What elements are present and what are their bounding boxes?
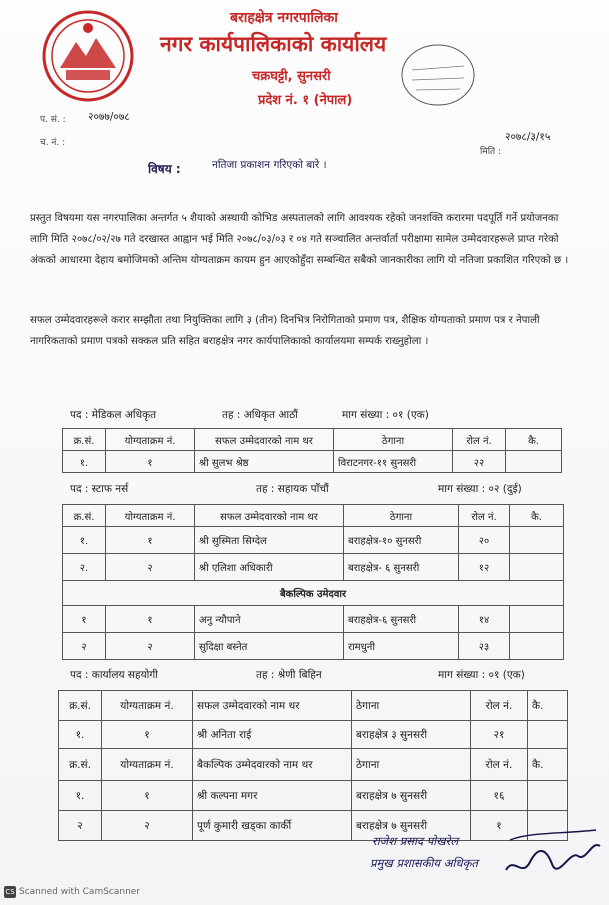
cell-sn: २. xyxy=(63,554,106,581)
date-label: मिति : xyxy=(480,147,502,157)
scanner-watermark xyxy=(4,886,140,898)
cell-address: बराहक्षेत्र ३ सुनसरी xyxy=(352,721,471,749)
col-remarks: कै. xyxy=(528,691,568,721)
cell-sn: १. xyxy=(63,527,106,554)
alternate-candidates-heading: बैकल्पिक उमेदवार xyxy=(63,581,564,606)
alternate-candidates-heading-row xyxy=(63,581,564,606)
post-label: पद : स्टाफ नर्स xyxy=(70,483,129,495)
cell-address: बराहक्षेत्र ७ सुनसरी xyxy=(352,811,471,841)
cell-merit: २ xyxy=(106,554,195,581)
cell-roll: १४ xyxy=(459,606,510,633)
demand-count: माग संख्या : ०२ (दुई) xyxy=(438,483,522,495)
cell-sn: १ xyxy=(63,606,106,633)
subject-text: नतिजा प्रकाशन गरिएको बारे । xyxy=(212,159,327,171)
cell-roll: २३ xyxy=(459,633,510,660)
col-name: सफल उम्मेदवारको नाम थर xyxy=(195,429,334,451)
office-stamp-icon xyxy=(398,40,478,110)
table-header-row xyxy=(63,429,562,451)
signatory-name: राजेश प्रसाद पोखरेल xyxy=(372,834,459,848)
cell-roll: १२ xyxy=(459,554,510,581)
cell-name: अनु न्यौपाने xyxy=(195,606,344,633)
cell-address: बराहक्षेत्र-६ सुनसरी xyxy=(344,606,459,633)
col-address: ठेगाना xyxy=(352,749,471,781)
table-row xyxy=(63,606,564,633)
col-merit: योग्यताक्रम नं. xyxy=(102,691,193,721)
post-label: पद : कार्यालय सहयोगी xyxy=(70,669,159,681)
cell-roll: २२ xyxy=(453,451,506,473)
col-name: सफल उम्मेदवारको नाम थर xyxy=(195,505,344,527)
col-merit: योग्यताक्रम नं. xyxy=(106,505,195,527)
col-sn: क्र.सं. xyxy=(59,749,102,781)
col-roll: रोल नं. xyxy=(453,429,506,451)
cell-name: श्री अनिता राई xyxy=(193,721,352,749)
cell-roll: २० xyxy=(459,527,510,554)
level-label: तह : सहायक पाँचौं xyxy=(256,483,329,495)
header-office-name: नगर कार्यपालिकाको कार्यालय xyxy=(160,32,387,56)
cell-name: पूर्ण कुमारी खड्का कार्की xyxy=(193,811,352,841)
cell-roll: १६ xyxy=(471,781,528,811)
cell-remarks xyxy=(510,554,564,581)
letter-date: २०७८/३/१५ xyxy=(505,131,551,143)
cell-name: सुदिक्षा बस्नेत xyxy=(195,633,344,660)
cell-address: बराहक्षेत्र- ६ सुनसरी xyxy=(344,554,459,581)
table-row xyxy=(59,721,568,749)
cell-remarks xyxy=(528,781,568,811)
cell-address: विराटनगर-११ सुनसरी xyxy=(334,451,453,473)
cell-merit: १ xyxy=(106,451,195,473)
handwritten-signature-icon xyxy=(500,826,605,884)
col-remarks: कै. xyxy=(506,429,562,451)
table-row xyxy=(63,527,564,554)
table-row xyxy=(63,633,564,660)
subject-label: विषय : xyxy=(148,162,181,176)
level-label: तह : श्रेणी बिहिन xyxy=(256,669,322,681)
table-row xyxy=(59,781,568,811)
header-address: चक्रघट्टी, सुनसरी xyxy=(252,69,331,84)
patra-number: २०७७/०७८ xyxy=(88,111,130,123)
table-row xyxy=(63,451,562,473)
cell-remarks xyxy=(528,721,568,749)
patra-label: प. सं. : xyxy=(40,115,66,125)
cell-name: श्री सुलभ श्रेष्ठ xyxy=(195,451,334,473)
col-name: बैकल्पिक उम्मेदवारको नाम थर xyxy=(193,749,352,781)
level-label: तह : अधिकृत आठौं xyxy=(222,409,298,421)
cell-merit: १ xyxy=(102,721,193,749)
col-address: ठेगाना xyxy=(352,691,471,721)
cell-sn: २ xyxy=(63,633,106,660)
cell-sn: १. xyxy=(63,451,106,473)
cell-sn: २ xyxy=(59,811,102,841)
cell-sn: १. xyxy=(59,781,102,811)
col-merit: योग्यताक्रम नं. xyxy=(106,429,195,451)
demand-count: माग संख्या : ०१ (एक) xyxy=(438,669,525,681)
col-sn: क्र.सं. xyxy=(59,691,102,721)
cell-merit: १ xyxy=(106,527,195,554)
cell-remarks xyxy=(510,527,564,554)
cell-merit: १ xyxy=(102,781,193,811)
col-remarks: कै. xyxy=(528,749,568,781)
header-municipality-name: बराहक्षेत्र नगरपालिका xyxy=(230,10,338,26)
cell-remarks xyxy=(506,451,562,473)
cell-name: श्री सुस्मिता सिग्देल xyxy=(195,527,344,554)
cell-address: बराहक्षेत्र ७ सुनसरी xyxy=(352,781,471,811)
col-sn: क्र.सं. xyxy=(63,429,106,451)
cell-merit: १ xyxy=(106,606,195,633)
col-roll: रोल नं. xyxy=(459,505,510,527)
table-row xyxy=(59,811,568,841)
cell-roll: २१ xyxy=(471,721,528,749)
municipality-logo-icon xyxy=(40,8,136,104)
cell-address: बराहक्षेत्र-१० सुनसरी xyxy=(344,527,459,554)
results-table-office-assistant xyxy=(58,690,568,841)
results-table-staff-nurse xyxy=(62,504,564,660)
scanner-text: Scanned with CamScanner xyxy=(19,887,141,897)
col-roll: रोल नं. xyxy=(471,749,528,781)
col-sn: क्र.सं. xyxy=(63,505,106,527)
cell-name: श्री कल्पना मगर xyxy=(193,781,352,811)
cell-roll: १ xyxy=(471,811,528,841)
chalani-label: च. नं. : xyxy=(40,138,66,148)
cell-name: श्री एलिशा अधिकारी xyxy=(195,554,344,581)
col-merit: योग्यताक्रम नं. xyxy=(102,749,193,781)
table-row xyxy=(63,554,564,581)
cell-remarks xyxy=(510,633,564,660)
col-address: ठेगाना xyxy=(334,429,453,451)
cell-remarks xyxy=(510,606,564,633)
results-table-medical-officer xyxy=(62,428,562,473)
col-name: सफल उम्मेदवारको नाम थर xyxy=(193,691,352,721)
col-remarks: कै. xyxy=(510,505,564,527)
signatory-title: प्रमुख प्रशासकीय अधिकृत xyxy=(370,856,478,870)
body-paragraph-1: प्रस्तुत विषयमा यस नगरपालिका अन्तर्गत ५ शैयाको अस्थायी कोभिड अस्पतालको लागि आवश्यक रहेको जनशक्ति करारमा पदपूर्ति गर्ने प्रयोजनका लागि मिति २०७८/०२/२७ गते दरखास्त आह्वान भई मिति २०७८/०३/०३ र ०४ गते सञ्चालित अन्तर्वार्ता परीक्षामा सामेल उम्मेदवारहरूले प्राप्त गरेको अंकको आधारमा देहाय बमोजिमको अन्तिम योग्यताक्रम कायम हुन आएकोहुँदा सम्बन्धित सबैको जानकारीका लागि यो नतिजा प्रकाशित गरिएको छ । xyxy=(30,213,569,266)
cell-sn: १. xyxy=(59,721,102,749)
cell-merit: २ xyxy=(102,811,193,841)
table-header-row xyxy=(59,691,568,721)
table-header-row xyxy=(63,505,564,527)
alternate-header-row xyxy=(59,749,568,781)
col-address: ठेगाना xyxy=(344,505,459,527)
cell-address: रामधुनी xyxy=(344,633,459,660)
col-roll: रोल नं. xyxy=(471,691,528,721)
camscanner-logo-icon: CS xyxy=(5,888,15,896)
header-province: प्रदेश नं. १ (नेपाल) xyxy=(258,93,353,108)
post-label: पद : मेडिकल अधिकृत xyxy=(70,409,157,421)
cell-merit: २ xyxy=(106,633,195,660)
demand-count: माग संख्या : ०१ (एक) xyxy=(342,409,429,421)
body-paragraph-2: सफल उम्मेदवारहरूले करार सम्झौता तथा नियुक्तिका लागि ३ (तीन) दिनभित्र निरोगिताको प्रमाण पत्र, शैक्षिक योग्यताको प्रमाण पत्र र नेपाली नागरिकताको प्रमाण पत्रको सक्कल प्रति सहित बराहक्षेत्र नगर कार्यपालिकाको कार्यालयमा सम्पर्क राख्नुहोला । xyxy=(30,315,540,347)
